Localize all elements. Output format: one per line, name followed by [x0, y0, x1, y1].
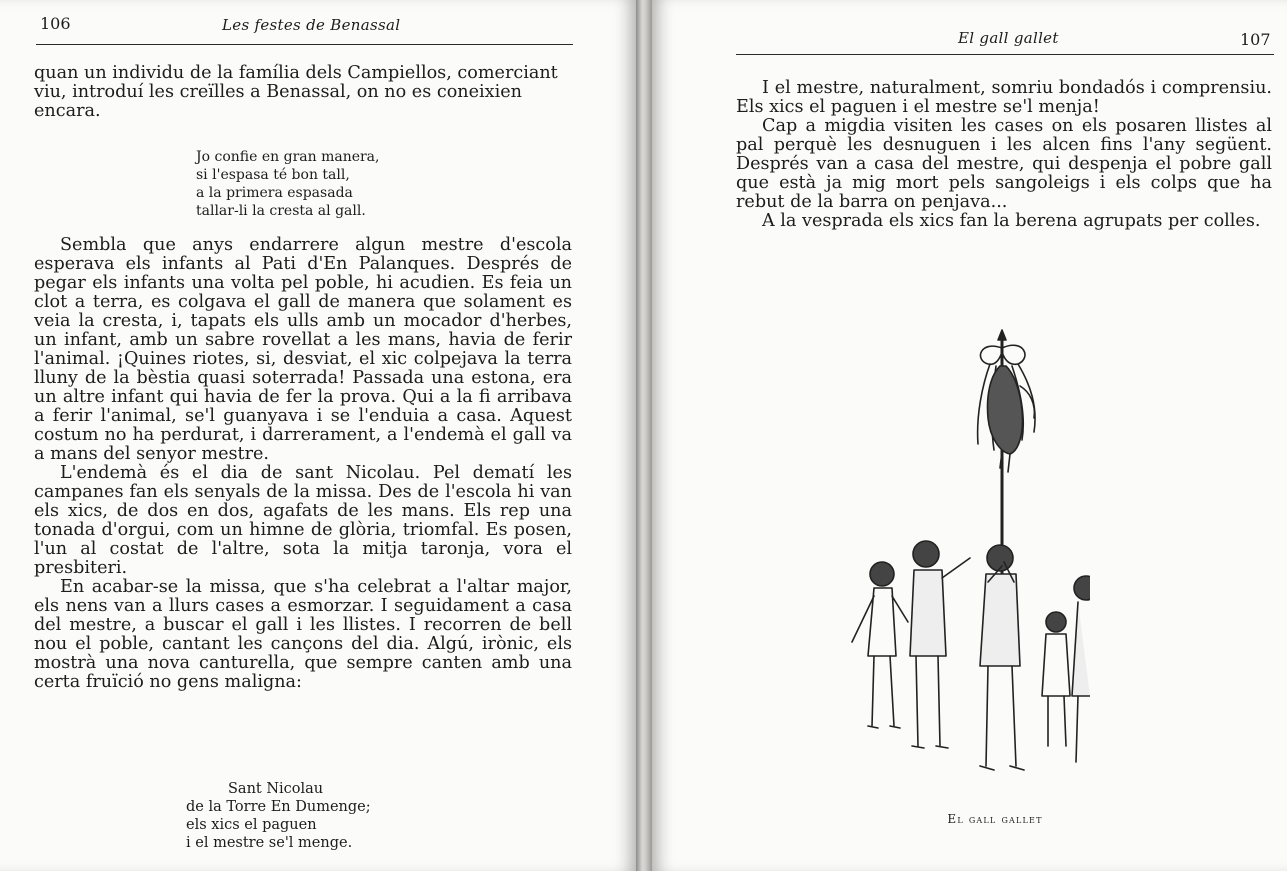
- verse-1-line: Jo confie en gran manera,: [196, 149, 380, 165]
- verse-2-line: i el mestre se'l menge.: [186, 835, 353, 851]
- left-header-rule: [36, 44, 573, 45]
- right-page-number: 107: [1240, 30, 1271, 49]
- verse-1-line: tallar-li la cresta al gall.: [196, 203, 366, 219]
- left-running-title: Les festes de Benassal: [222, 16, 401, 34]
- verse-2-line: Sant Nicolau: [228, 781, 324, 797]
- verse-1-line: si l'espasa té bon tall,: [196, 167, 350, 183]
- right-running-title: El gall gallet: [958, 29, 1059, 47]
- right-paragraph-2: Cap a migdia visiten les cases on els posaren llistes al pal perquè les desnuguen i les alcen fins l'any següent. Després van a casa del mestre, qui despenja el pobre gall que està ja mig mort pels sangoleigs i els colps que ha rebut de la barra on penjava...: [736, 116, 1272, 212]
- verse-2-line: de la Torre En Dumenge;: [186, 799, 371, 815]
- intro-line-2: viu, introduí les creïlles a Benassal, on no es coneixien: [34, 82, 522, 102]
- right-header-rule: [736, 54, 1274, 55]
- left-body-text: [34, 236, 572, 692]
- verse-2-line: els xics el paguen: [186, 817, 317, 833]
- intro-line-3: encara.: [34, 101, 101, 121]
- verse-1-line: a la primera espasada: [196, 185, 353, 201]
- left-paragraph-2: L'endemà és el dia de sant Nicolau. Pel dematí les campanes fan els senyals de la missa. Des de l'escola hi van els xics, de dos en dos, agafats de les mans. Els rep una tonada d'orgui, com un himne de glòria, triomfal. Es posen, l'un al costat de l'altre, sota la mitja taronja, vora el presbiteri.: [34, 463, 572, 578]
- verse-2: [186, 780, 371, 852]
- left-page-number: 106: [40, 14, 71, 33]
- illustration-caption: El gall gallet: [947, 812, 1043, 826]
- left-paragraph-1: Sembla que anys endarrere algun mestre d'escola esperava els infants al Pati d'En Palanques. Després de pegar els infants una volta pel poble, hi acudien. Es feia un clot a terra, es colgava el gall de manera que solament es veia la cresta, i, tapats els ulls amb un mocador d'herbes, un infant, amb un sabre rovellat a les mans, havia de ferir l'animal. ¡Quines riotes, si, desviat, el xic colpejava la terra lluny de la bèstia quasi soterrada! Passada una estona, era un altre infant qui havia de fer la prova. Qui a la fi arribava a ferir l'animal, se'l guanyava i se l'enduia a casa. Aquest costum no ha perdurat, i darrerament, a l'endemà el gall va a mans del senyor mestre.: [34, 235, 572, 464]
- left-paragraph-3: En acabar-se la missa, que s'ha celebrat a l'altar major, els nens van a llurs cases a esmorzar. I seguidament a casa del mestre, a buscar el gall i les llistes. I recorren de bell nou el poble, cantant les cançons del dia. Algú, irònic, els mostrà una nova canturella, que sempre canten amb una certa fruïció no gens maligna:: [34, 577, 572, 692]
- right-paragraph-1: I el mestre, naturalment, somriu bondadós i comprensiu. Els xics el paguen i el mestre se'l menja!: [736, 78, 1272, 117]
- intro-line-1: quan un individu de la família dels Campiellos, comerciant: [34, 63, 558, 83]
- right-body-text: [736, 79, 1272, 231]
- book-gutter: [636, 0, 652, 871]
- left-page: [0, 0, 636, 871]
- right-page: [652, 0, 1287, 871]
- left-intro-text: [34, 64, 572, 121]
- verse-1: [196, 148, 379, 220]
- right-paragraph-3: A la vesprada els xics fan la berena agrupats per colles.: [762, 211, 1261, 231]
- boys-with-rooster-illustration: [850, 326, 1090, 796]
